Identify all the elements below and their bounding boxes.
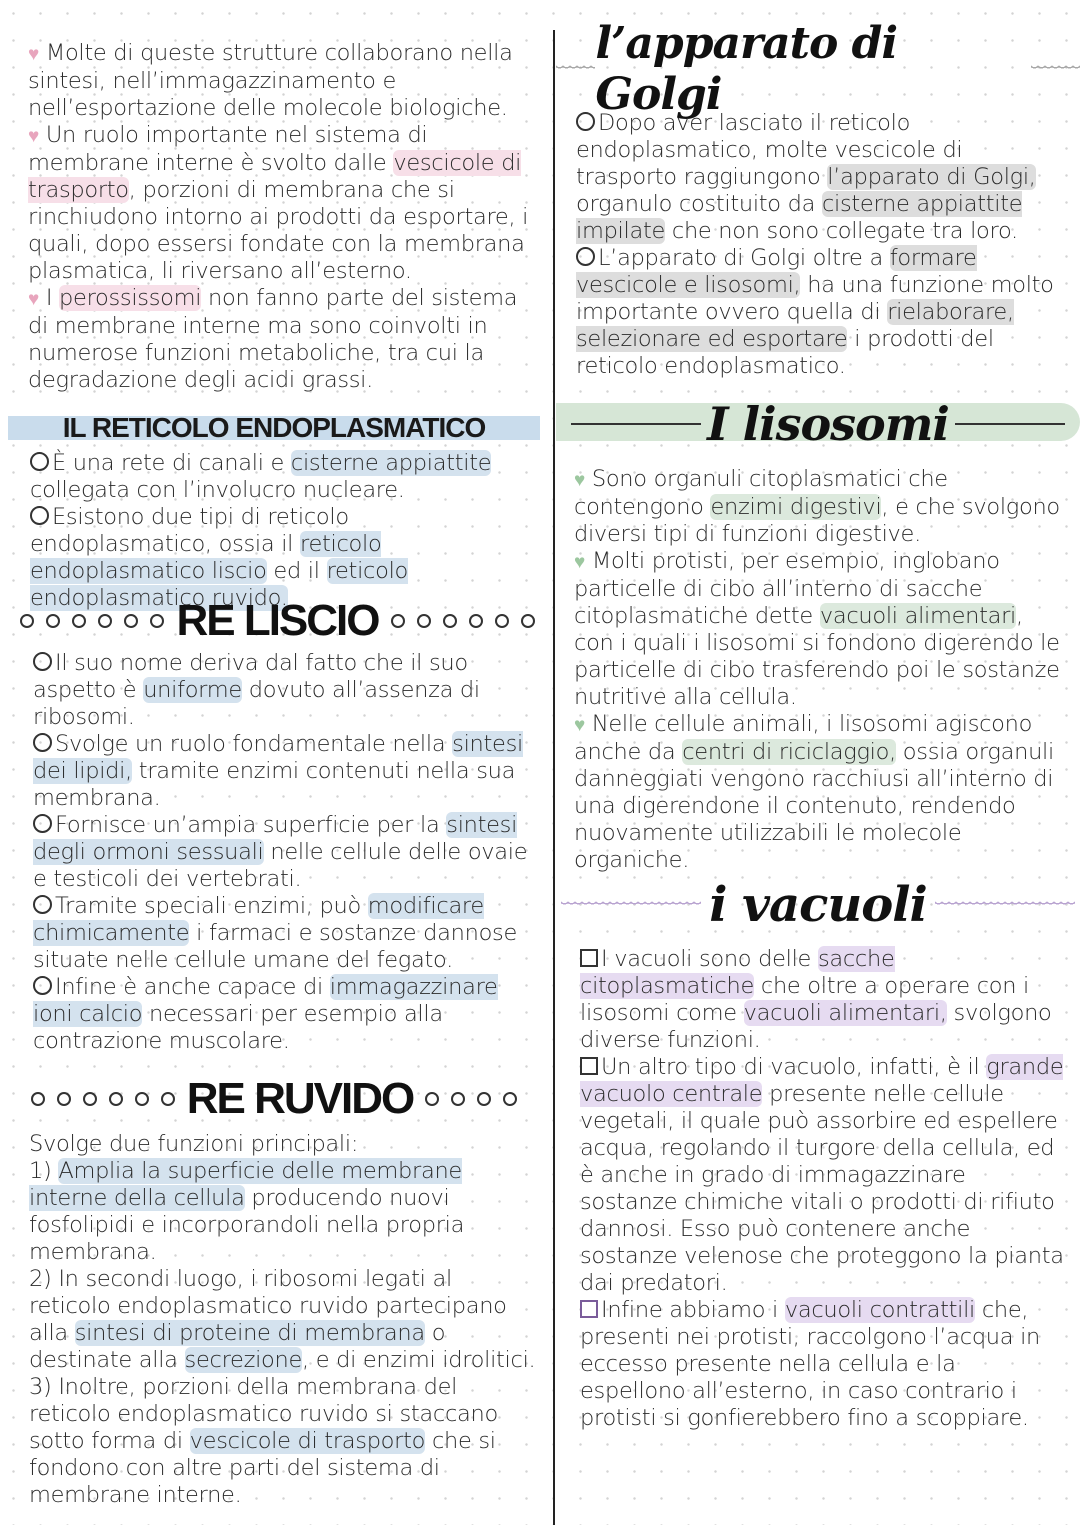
circle-bullet-icon — [33, 733, 52, 752]
circle-bullet-icon — [33, 814, 52, 833]
column-divider — [553, 30, 555, 1525]
vacuoli-heading: i vacuoli — [709, 877, 927, 933]
ruvido-item-3: 3) Inoltre, porzioni della membrana del reticolo endoplasmatico ruvido si staccano sotto forma di vescicole di trasporto che si fondono con altre parti del sistema di membrane interne. — [29, 1374, 498, 1508]
circle-bullet-icon — [576, 112, 595, 131]
heart-bullet-icon: ♥ — [28, 125, 39, 147]
heart-bullet-icon: ♥ — [28, 43, 39, 65]
square-bullet-icon — [580, 949, 598, 967]
heart-bullet-icon: ♥ — [28, 288, 39, 310]
intro-paragraph-2: ♥ Un ruolo importante nel sistema di membrane interne è svolto dalle vescicole di trasporto, porzioni di membrana che si rinchiudono intorno ai prodotti da esportare, i quali, dopo essersi fondate con la membrana plasmatica, li riversano all’esterno. — [28, 122, 529, 284]
square-bullet-icon — [580, 1300, 598, 1318]
ruvido-item-1: 1) Amplia la superficie delle membrane interne della cellula producendo nuovi fosfolipidi e incorporandoli nella propria membrana. — [29, 1158, 465, 1265]
line-decoration — [955, 423, 1065, 425]
circle-bullet-icon — [33, 895, 52, 914]
golgi-bullet-1: Dopo aver lasciato il reticolo endoplasmatico, molte vescicole di trasporto raggiungono l’apparato di Golgi, organulo costituito da cisterne appiattite impilate che non sono collegate tra loro. — [576, 110, 1036, 244]
lisosomi-heading: I lisosomi — [707, 397, 949, 451]
golgi-heading: l’apparato di Golgi — [595, 18, 898, 120]
re-heading-banner — [8, 410, 540, 446]
ruvido-item-2: 2) In secondi luogo, i ribosomi legati al reticolo endoplasmatico ruvido partecipano alla sintesi di proteine di membrana o destinate alla secrezione, e di enzimi idrolitici. — [29, 1266, 536, 1373]
squiggle-decoration — [561, 899, 701, 911]
re-ruvido-heading-row — [8, 1074, 540, 1124]
heart-bullet-icon: ♥ — [574, 551, 585, 573]
circle-bullet-icon — [30, 452, 49, 471]
vacuoli-bullet-2: Un altro tipo di vacuolo, infatti, è il grande vacuolo centrale presente nelle cellule vegetali, il quale può assorbire ed espellere acqua, regolando il turgore della cellula, ed è anche in grado di immagazzinare sostanze chimiche vitali o prodotti di rifiuto dannosi. Esso può contenere anche sostanze velenose che proteggono la pianta dai predatori. — [580, 1054, 1064, 1296]
re-bullet-2: Esistono due tipi di reticolo endoplasmatico, ossia il reticolo endoplasmatico liscio ed il reticolo endoplasmatico ruvido. — [30, 504, 408, 611]
circle-bullet-icon — [33, 976, 52, 995]
intro-paragraph-1: ♥ Molte di queste strutture collaborano nella sintesi, nell’immagazzinamento e nell’esportazione delle molecole biologiche. — [28, 40, 513, 121]
liscio-bullet-2: Svolge un ruolo fondamentale nella sintesi dei lipidi, tramite enzimi contenuti nella sua membrana. — [33, 731, 523, 811]
dots-decoration — [425, 1092, 517, 1106]
dots-decoration — [391, 614, 535, 628]
re-liscio-section — [33, 650, 536, 1055]
re-bullet-1: È una rete di canali e cisterne appiattite collegata con l’involucro nucleare. — [30, 450, 492, 503]
dots-decoration — [31, 1092, 175, 1106]
liscio-bullet-5: Infine è anche capace di immagazzinare ioni calcio necessari per esempio alla contrazione muscolare. — [33, 974, 498, 1054]
heart-bullet-icon: ♥ — [574, 714, 585, 736]
line-decoration — [571, 423, 701, 425]
intro-section — [28, 40, 536, 394]
re-heading: IL RETICOLO ENDOPLASMATICO — [62, 412, 486, 443]
golgi-section — [576, 110, 1066, 380]
vacuoli-bullet-3: Infine abbiamo i vacuoli contrattili che, presenti nei protisti, raccolgono l’acqua in eccesso presente nella cellula e la espellono all’esterno, in caso contrario i protisti si gonfierebbero fino a scoppiare. — [580, 1297, 1041, 1431]
lisosomi-paragraph-1: ♥ Sono organuli citoplasmatici che contengono enzimi digestivi, e che svolgono diversi tipi di funzioni digestive. — [574, 466, 1060, 547]
heart-bullet-icon: ♥ — [574, 469, 585, 491]
vacuoli-heading-row — [556, 870, 1080, 940]
circle-bullet-icon — [576, 247, 595, 266]
lisosomi-heading-row — [556, 395, 1080, 453]
re-section — [30, 450, 536, 612]
squiggle-decoration — [1031, 63, 1080, 75]
lisosomi-section — [574, 466, 1066, 874]
re-ruvido-heading: RE RUVIDO — [186, 1074, 414, 1123]
liscio-bullet-3: Fornisce un’ampia superficie per la sintesi degli ormoni sessuali nelle cellule delle ovaie e testicoli dei vertebrati. — [33, 812, 528, 892]
vacuoli-section — [580, 946, 1066, 1432]
vacuoli-bullet-1: I vacuoli sono delle sacche citoplasmatiche che oltre a operare con i lisosomi come vacuoli alimentari, svolgono diverse funzioni. — [580, 946, 1052, 1053]
squiggle-decoration — [935, 899, 1075, 911]
lisosomi-paragraph-3: ♥ Nelle cellule animali, i lisosomi agiscono anche da centri di riciclaggio, ossia organuli danneggiati vengono racchiusi all’interno di una digerendone il contenuto, rendendo nuovamente utilizzabili le molecole organiche. — [574, 711, 1054, 873]
golgi-heading-row — [556, 18, 1080, 120]
liscio-bullet-1: Il suo nome deriva dal fatto che il suo aspetto è uniforme dovuto all’assenza di ribosomi. — [33, 650, 480, 730]
squiggle-decoration — [556, 63, 595, 75]
liscio-bullet-4: Tramite speciali enzimi, può modificare chimicamente i farmaci e sostanze dannose situate nelle cellule umane del fegato. — [33, 893, 517, 973]
re-ruvido-section — [29, 1131, 536, 1509]
ruvido-intro: Svolge due funzioni principali: — [29, 1131, 359, 1157]
circle-bullet-icon — [33, 652, 52, 671]
re-liscio-heading-row — [15, 596, 540, 646]
intro-paragraph-3: ♥ I perossissomi non fanno parte del sistema di membrane interne ma sono coinvolti in numerose funzioni metaboliche, tra cui la degradazione degli acidi grassi. — [28, 285, 518, 393]
dots-decoration — [20, 614, 164, 628]
re-liscio-heading: RE LISCIO — [176, 596, 379, 645]
circle-bullet-icon — [30, 506, 49, 525]
golgi-bullet-2: L’apparato di Golgi oltre a formare vescicole e lisosomi, ha una funzione molto importante ovvero quella di rielaborare, selezionare ed esportare i prodotti del reticolo endoplasmatico. — [576, 245, 1054, 379]
lisosomi-paragraph-2: ♥ Molti protisti, per esempio, inglobano particelle di cibo all’interno di sacche citoplasmatiche dette vacuoli alimentari, con i quali i lisosomi si fondono digerendo le particelle di cibo trasferendo poi le sostanze nutritive alla cellula. — [574, 548, 1060, 710]
square-bullet-icon — [580, 1057, 598, 1075]
